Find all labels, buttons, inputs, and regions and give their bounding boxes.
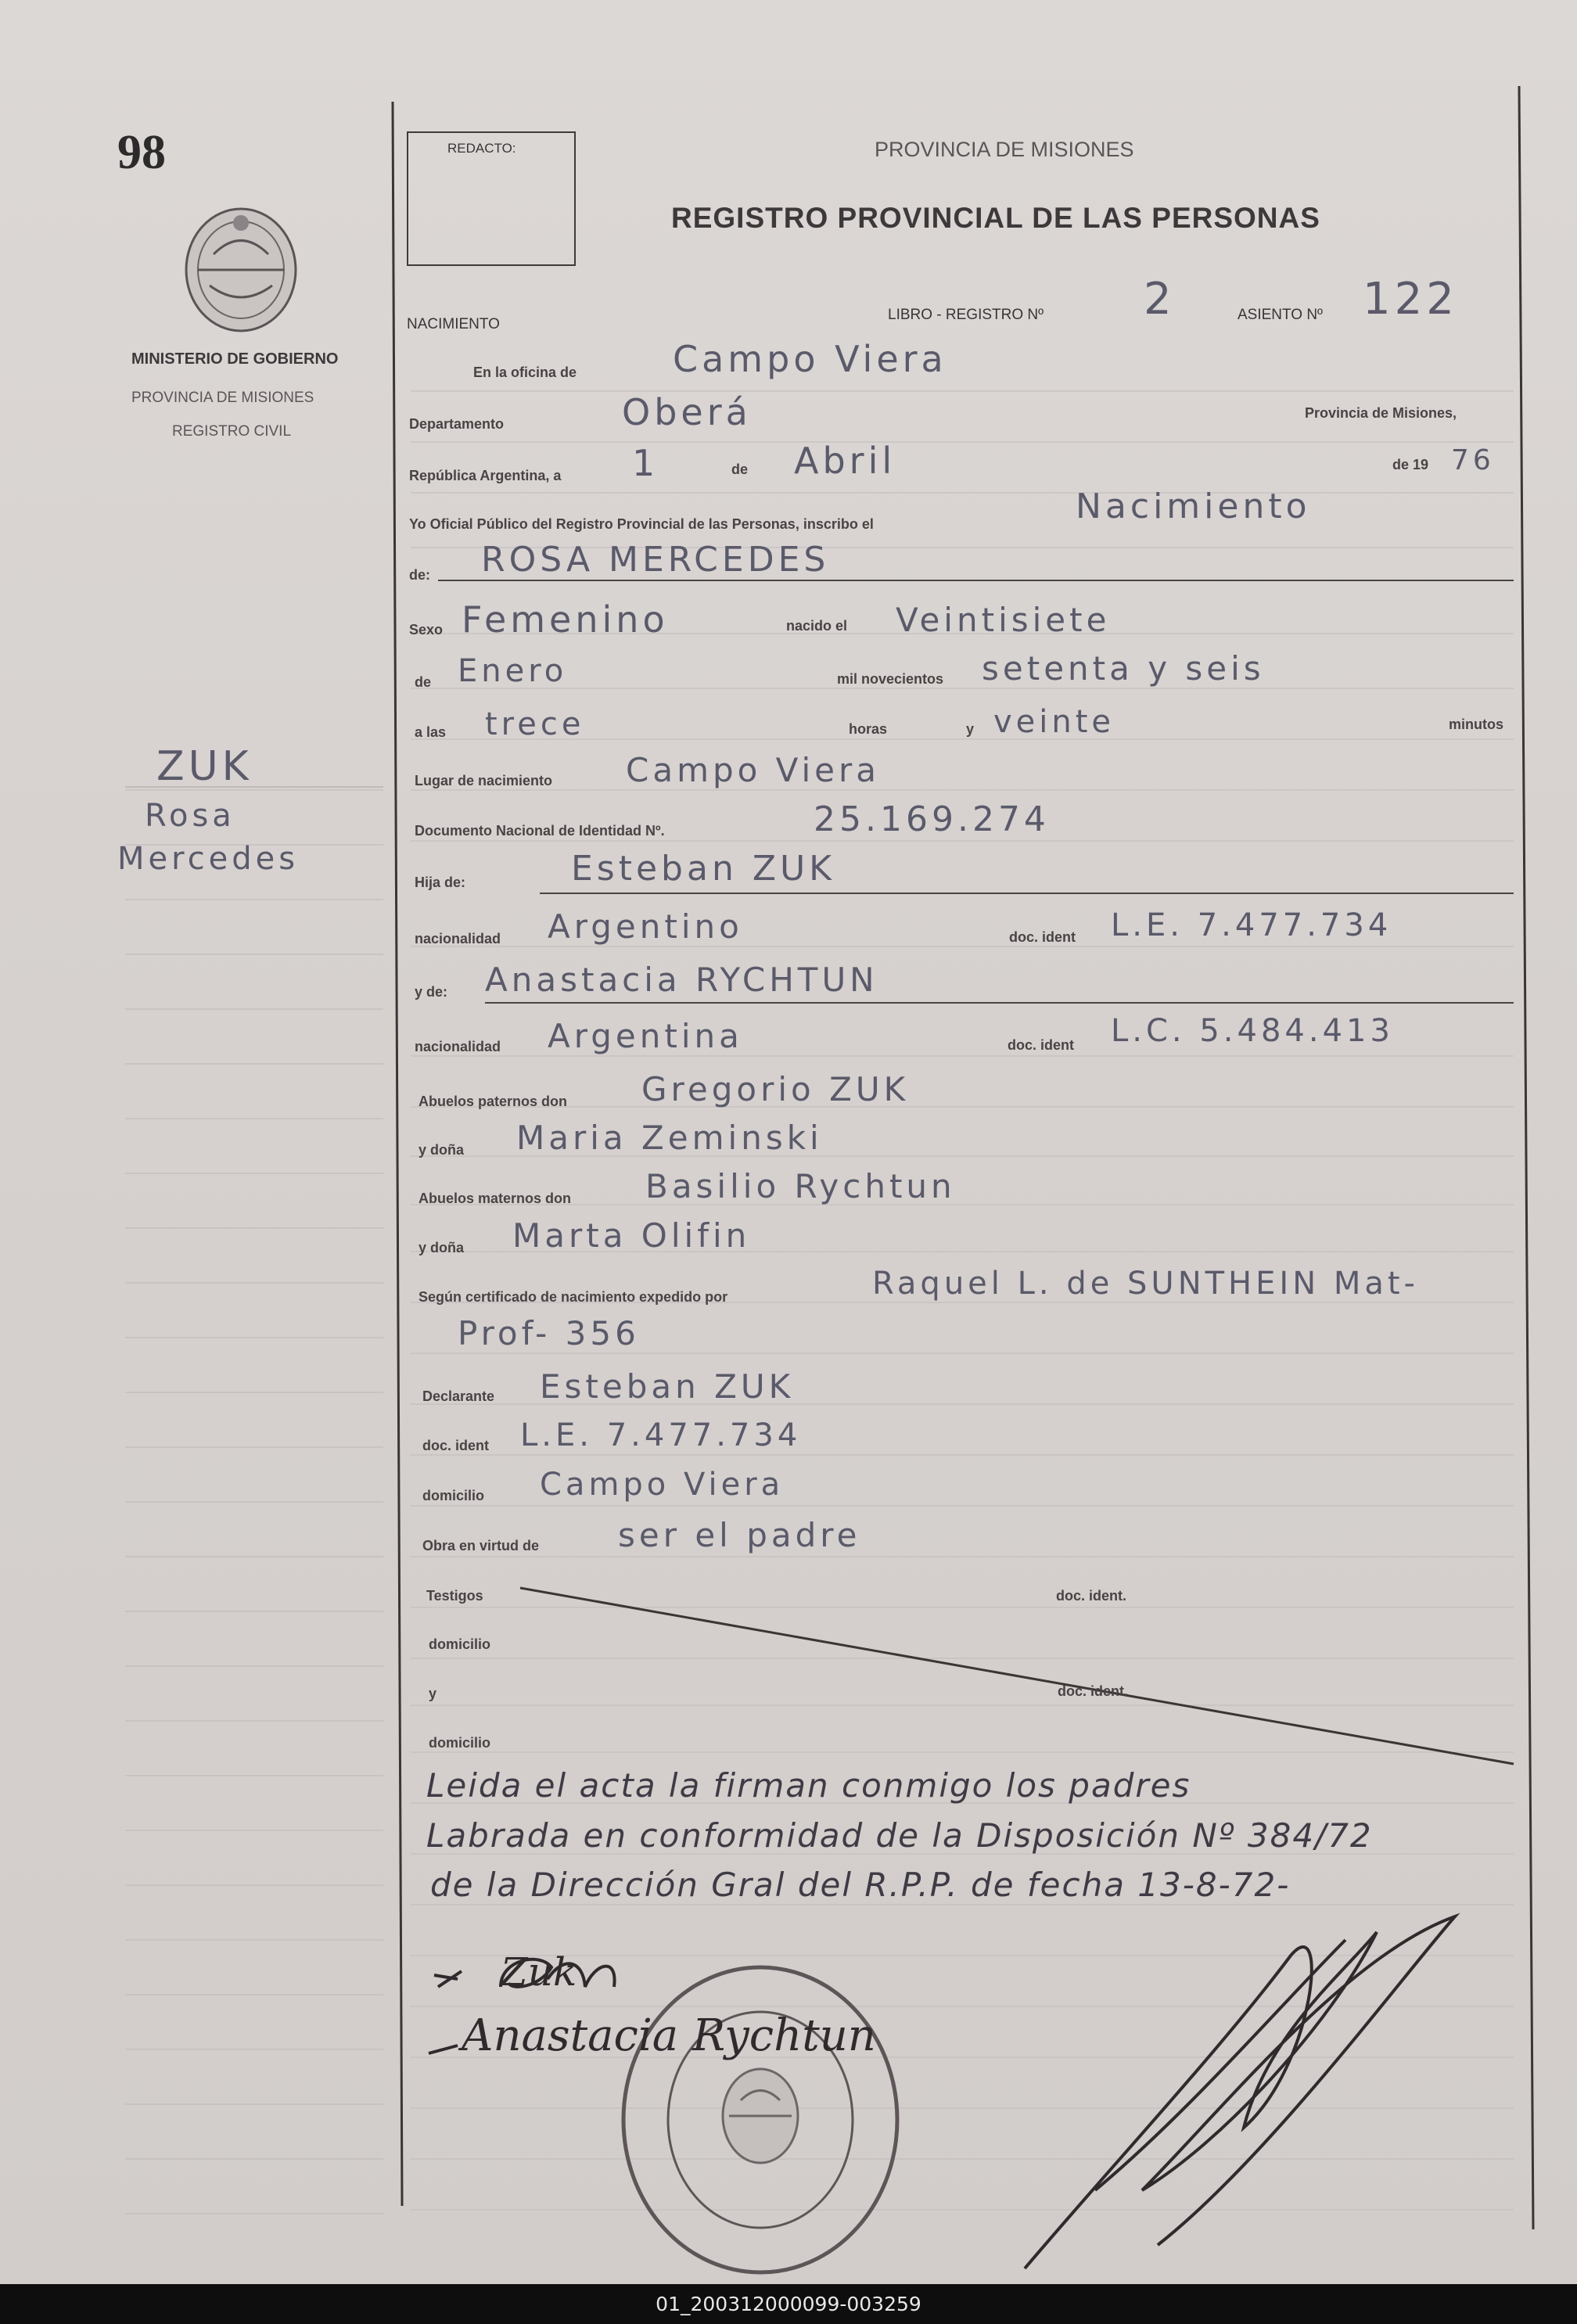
- obra-value: ser el padre: [618, 1516, 861, 1554]
- madre-value: Anastacia RYCHTUN: [485, 961, 878, 999]
- minutos-label: minutos: [1449, 717, 1503, 732]
- minutos-value: veinte: [993, 704, 1115, 740]
- domicilio-label: domicilio: [422, 1488, 485, 1503]
- page-title: REGISTRO PROVINCIAL DE LAS PERSONAS: [671, 202, 1320, 234]
- abuelos-maternos-label: Abuelos maternos don: [418, 1191, 572, 1206]
- header-province: PROVINCIA DE MISIONES: [875, 138, 1134, 161]
- abuelo-paterno-value: Gregorio ZUK: [641, 1070, 910, 1108]
- sexo-value: Femenino: [462, 598, 669, 641]
- abuela-materna-value: Marta Olifin: [512, 1216, 751, 1255]
- persona-value: ROSA MERCEDES: [481, 540, 830, 580]
- hija-label: Hija de:: [415, 875, 466, 890]
- act-type: NACIMIENTO: [407, 316, 500, 332]
- abuela-materna-label: y doña: [418, 1240, 465, 1255]
- certificado-value: Raquel L. de SUNTHEIN Mat-: [872, 1266, 1419, 1302]
- testigos-label: Testigos: [426, 1588, 483, 1604]
- padre-doc-value: L.E. 7.477.734: [1111, 907, 1392, 943]
- libro-label: LIBRO - REGISTRO Nº: [888, 307, 1044, 323]
- dni-label: Documento Nacional de Identidad Nº.: [415, 823, 665, 839]
- declarante-label: Declarante: [422, 1388, 495, 1404]
- margin-name-2: Mercedes: [117, 841, 300, 877]
- signature-strokes: [429, 1916, 1455, 2268]
- oficial-label: Yo Oficial Público del Registro Provincial de las Personas, inscribo el: [409, 516, 874, 532]
- abuelo-materno-value: Basilio Rychtun: [645, 1167, 956, 1205]
- redacto-box: [407, 131, 576, 266]
- oficina-value: Campo Viera: [673, 338, 947, 380]
- padre-doc-label: doc. ident: [1009, 929, 1076, 945]
- testigo-doc-label: doc. ident.: [1056, 1588, 1126, 1604]
- testigo-y-label: y: [429, 1686, 437, 1701]
- nacido-value: Veintisiete: [896, 601, 1111, 639]
- signature-madre: Anastacia Rychtun: [462, 2010, 876, 2061]
- madre-doc-value: L.C. 5.484.413: [1111, 1013, 1394, 1049]
- departamento-label: Departamento: [409, 416, 505, 432]
- hora-prefix: a las: [415, 724, 447, 740]
- hora-value: trece: [485, 706, 585, 742]
- de-mes-label: de: [415, 674, 432, 690]
- madre-doc-label: doc. ident: [1008, 1037, 1074, 1053]
- dia-value: 1: [632, 442, 659, 484]
- lugar-label: Lugar de nacimiento: [415, 773, 553, 788]
- signature-padre: Zuk: [501, 1949, 577, 1995]
- declarante-doc-value: L.E. 7.477.734: [520, 1417, 802, 1453]
- abuela-paterna-value: Maria Zeminski: [516, 1119, 823, 1157]
- certificado-label: Según certificado de nacimiento expedido por: [418, 1289, 728, 1305]
- emblem-icon: [186, 209, 296, 331]
- abuela-paterna-label: y doña: [418, 1142, 465, 1158]
- page-number: 98: [117, 126, 166, 179]
- mil-value: setenta y seis: [982, 649, 1265, 688]
- padre-nac-label: nacionalidad: [415, 931, 501, 946]
- provincia-label: Provincia de Misiones,: [1305, 405, 1457, 421]
- horas-label: horas: [849, 721, 888, 737]
- mes-value: Abril: [794, 440, 896, 482]
- footer-id: 01_200312000099-003259: [656, 2293, 921, 2315]
- domicilio-value: Campo Viera: [540, 1467, 785, 1503]
- madre-nac-label: nacionalidad: [415, 1039, 501, 1054]
- testigo-domicilio-label: domicilio: [429, 1636, 491, 1652]
- declarante-doc-label: doc. ident: [422, 1438, 489, 1453]
- padre-nac-value: Argentino: [548, 907, 743, 946]
- republica-label: República Argentina, a: [409, 468, 562, 483]
- ministry-label: MINISTERIO DE GOBIERNO: [131, 350, 339, 368]
- de-persona-label: de:: [409, 567, 430, 583]
- asiento-label: ASIENTO Nº: [1238, 307, 1323, 323]
- left-province-label: PROVINCIA DE MISIONES: [131, 390, 314, 406]
- note-line-2: Labrada en conformidad de la Disposición Nº 384/72: [426, 1816, 1373, 1855]
- mil-label: mil novecientos: [837, 671, 944, 687]
- padre-value: Esteban ZUK: [571, 849, 836, 889]
- anio-label: de 19: [1392, 457, 1429, 472]
- registry-label: REGISTRO CIVIL: [172, 423, 292, 440]
- asiento-value: 122: [1363, 274, 1458, 325]
- inscribo-value: Nacimiento: [1076, 487, 1311, 526]
- declarante-value: Esteban ZUK: [540, 1367, 795, 1406]
- y-de-label: y de:: [415, 984, 448, 1000]
- footer-id-bar: [0, 2284, 1577, 2324]
- abuelos-paternos-label: Abuelos paternos don: [418, 1094, 568, 1109]
- testigo-2-doc-label: doc. ident.: [1058, 1683, 1128, 1699]
- certificado-value-2: Prof- 356: [458, 1314, 640, 1352]
- oficina-label: En la oficina de: [473, 365, 577, 380]
- note-line-1: Leida el acta la firman conmigo los padres: [426, 1766, 1191, 1805]
- margin-name-1: Rosa: [145, 798, 235, 834]
- libro-value: 2: [1144, 274, 1176, 325]
- lugar-value: Campo Viera: [626, 751, 881, 789]
- dni-value: 25.169.274: [814, 799, 1050, 839]
- sexo-label: Sexo: [409, 622, 444, 638]
- y-label: y: [966, 721, 975, 737]
- nacido-label: nacido el: [786, 618, 848, 634]
- de-label: de: [731, 462, 749, 477]
- departamento-value: Oberá: [622, 391, 752, 433]
- madre-nac-value: Argentina: [548, 1017, 743, 1055]
- testigo-2-domicilio-label: domicilio: [429, 1735, 491, 1751]
- margin-surname: ZUK: [156, 743, 253, 790]
- redacto-label: REDACTO:: [447, 141, 516, 156]
- mes-nac-value: Enero: [458, 653, 568, 689]
- note-line-3: de la Dirección Gral del R.P.P. de fecha 13-8-72-: [430, 1866, 1291, 1904]
- obra-label: Obra en virtud de: [422, 1538, 540, 1554]
- anio-value: 76: [1451, 444, 1495, 476]
